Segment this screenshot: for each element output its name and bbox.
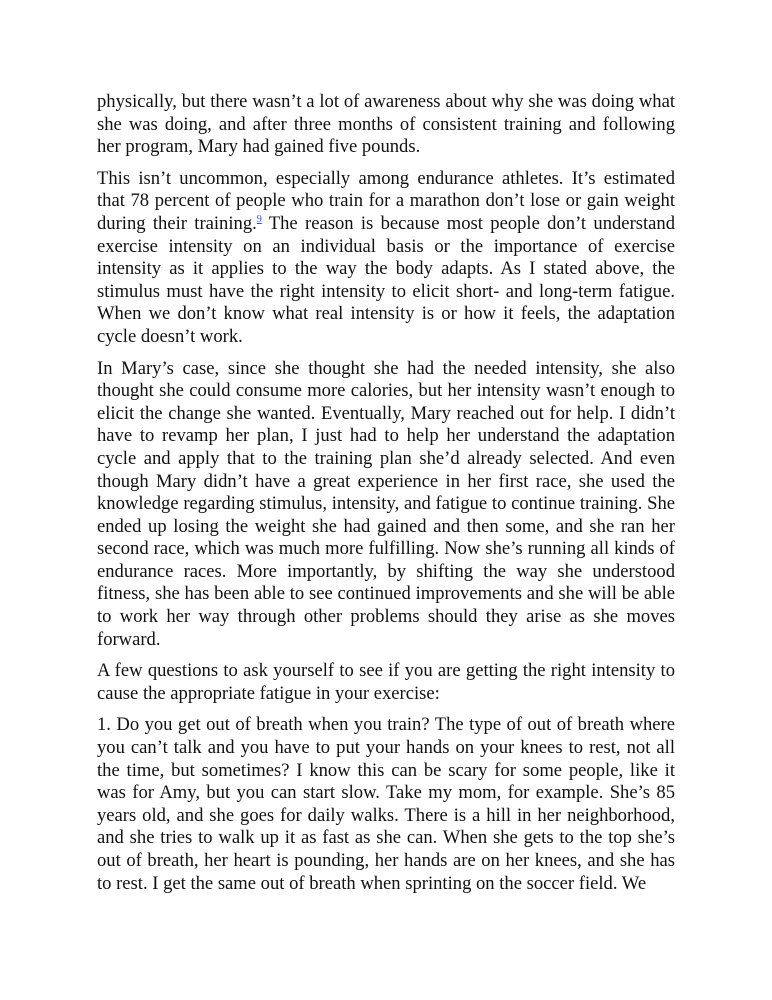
paragraph-questions-intro: A few questions to ask yourself to see if you are getting the right intensity to cause the appropriate fatigue in your exercise: bbox=[97, 660, 675, 704]
document-page bbox=[97, 91, 675, 904]
paragraph-mary-case: In Mary’s case, since she thought she had the needed intensity, she also thought she could consume more calories, but her intensity wasn’t enough to elicit the change she wanted. Eventually, Mary reached out for help. I didn’t have to revamp her plan, I just had to help her understand the adaptation cycle and apply that to the training plan she’d already selected. And even though Mary didn’t have a great experience in her first race, she used the knowledge regarding stimulus, intensity, and fatigue to continue training. She ended up losing the weight she had gained and then some, and she ran her second race, which was much more fulfilling. Now she’s running all kinds of endurance races. More importantly, by shifting the way she understood fitness, she has been able to see continued improvements and she will be able to work her way through other problems should they arise as she moves forward. bbox=[97, 357, 675, 650]
footnote-reference-link[interactable]: 9 bbox=[256, 213, 262, 225]
paragraph-mary-weight-gain: physically, but there wasn’t a lot of awareness about why she was doing what she was doing, and after three months of consistent training and following her program, Mary had gained five pounds. bbox=[97, 91, 675, 158]
paragraph-text: The reason is because most people don’t understand exercise intensity on an individual basis or the importance of exercise intensity as it applies to the way the body adapts. As I stated above, the stimulus must have the right intensity to elicit short- and long-term fatigue. When we don’t know what real intensity is or how it feels, the adaptation cycle doesn’t work. bbox=[97, 212, 676, 347]
paragraph-text: This isn’t uncommon, especially among endurance athletes. It’s estimated that 78 percent of people who train for a marathon don’t lose or gain weight during their training. bbox=[97, 167, 675, 234]
paragraph-marathon-statistic bbox=[97, 168, 675, 349]
paragraph-question-one: 1. Do you get out of breath when you train? The type of out of breath where you can’t talk and you have to put your hands on your knees to rest, not all the time, but sometimes? I know this can be scary for some people, like it was for Amy, but you can start slow. Take my mom, for example. She’s 85 years old, and she goes for daily walks. There is a hill in her neighborhood, and she tries to walk up it as fast as she can. When she gets to the top she’s out of breath, her heart is pounding, her hands are on her knees, and she has to rest. I get the same out of breath when sprinting on the soccer field. We bbox=[97, 714, 675, 894]
